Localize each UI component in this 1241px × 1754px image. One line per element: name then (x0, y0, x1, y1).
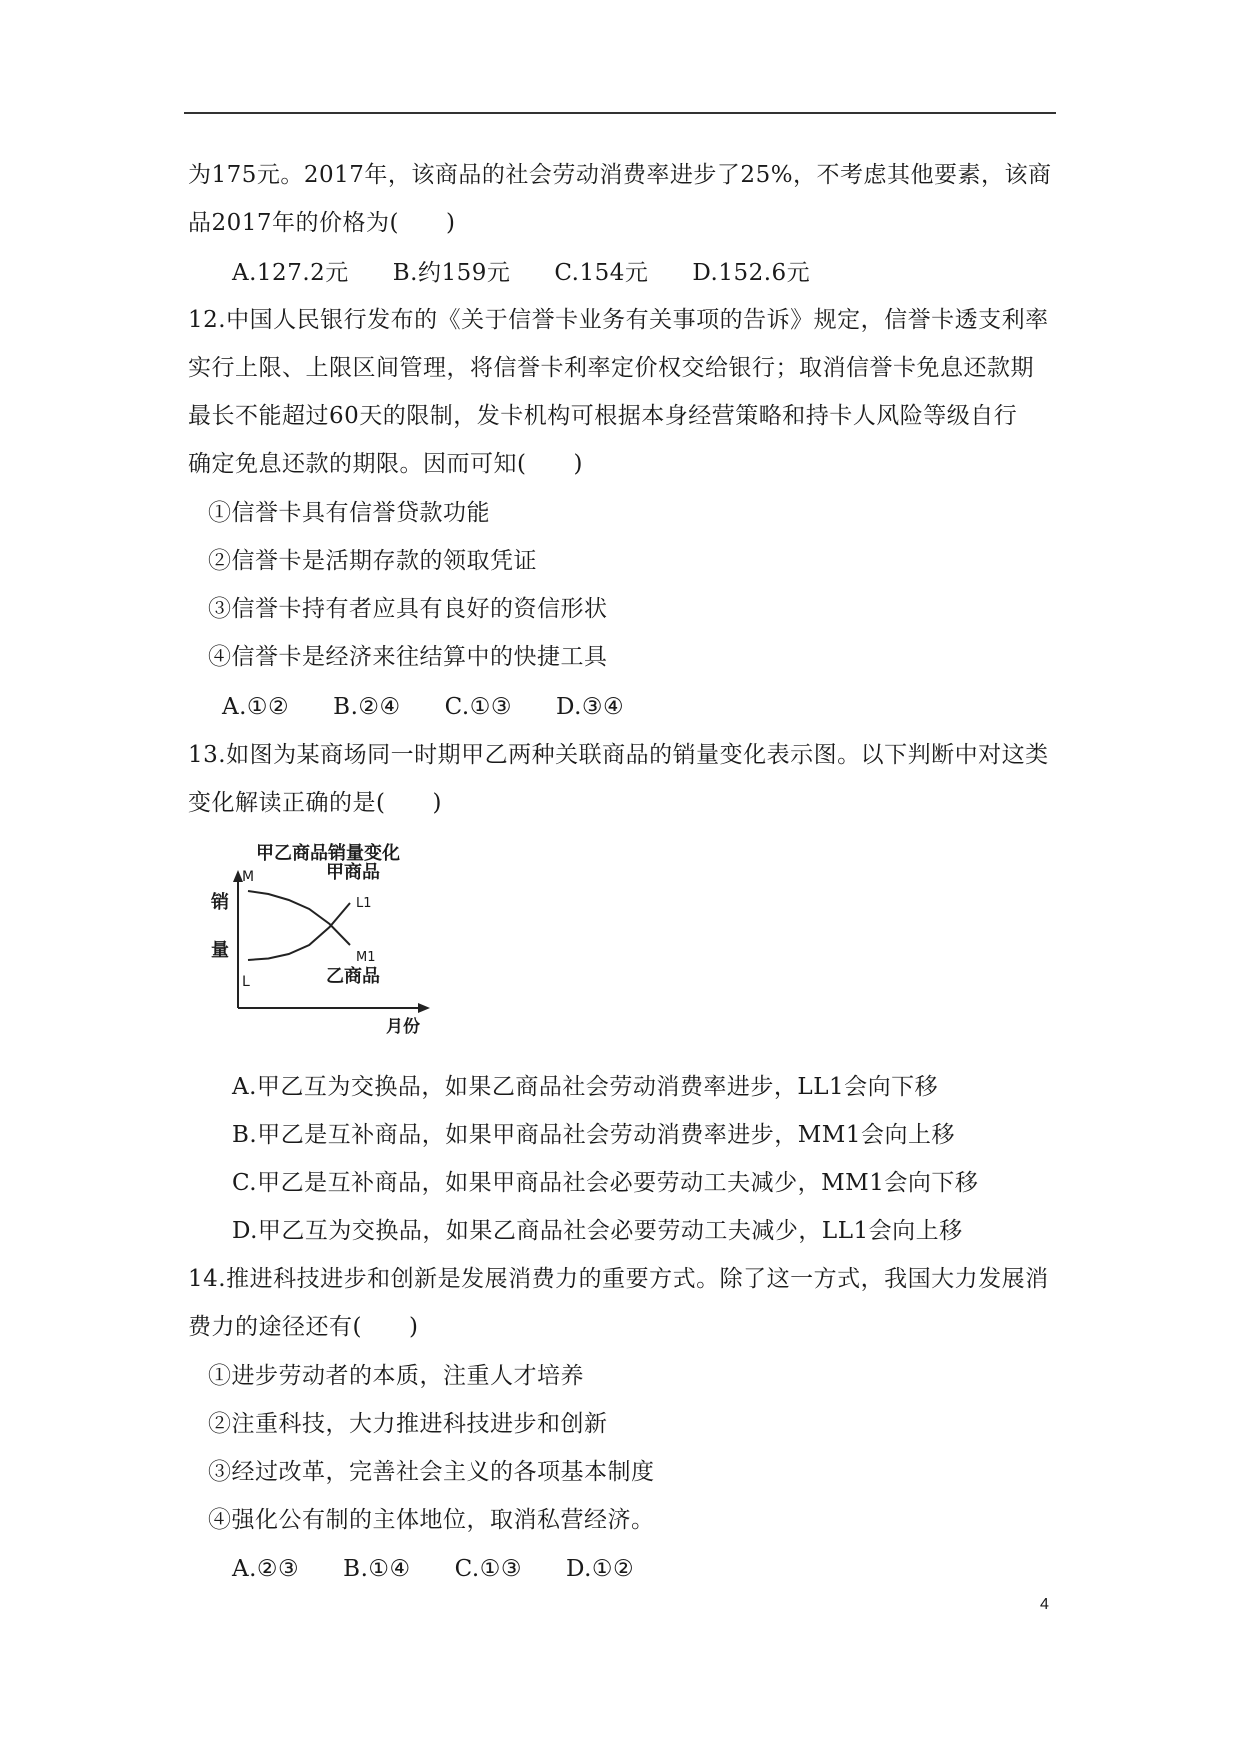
series-1-end-label: M1 (356, 950, 376, 965)
chart-title: 甲乙商品销量变化 (256, 843, 400, 864)
chart-ylabel-bottom: 量 (211, 940, 229, 961)
q13-option-b: B.甲乙是互补商品，如果甲商品社会劳动消费率进步，MM1会向上移 (232, 1122, 955, 1148)
q13-option-a: A.甲乙互为交换品，如果乙商品社会劳动消费率进步，LL1会向下移 (232, 1074, 939, 1100)
q12-options (222, 692, 668, 722)
q11-options (232, 258, 854, 288)
series-2-start-label: L (242, 974, 250, 990)
q13-line-2: 变化解读正确的是( ) (188, 790, 442, 816)
q12-option-d: D.③④ (555, 694, 625, 720)
series-line-2 (248, 903, 350, 960)
q14-option-d: D.①② (565, 1556, 635, 1582)
q11-line-1: 为175元。2017年，该商品的社会劳动消费率进步了25%，不考虑其他要素，该商 (188, 162, 1052, 188)
q11-option-a: A.127.2元 (232, 260, 349, 286)
series-2-end-label: L1 (356, 896, 372, 911)
q14-line-1: 14.推进科技进步和创新是发展消费力的重要方式。除了这一方式，我国大力发展消 (188, 1266, 1049, 1292)
q11-option-d: D.152.6元 (692, 260, 811, 286)
q14-statement-4: ④强化公有制的主体地位，取消私营经济。 (208, 1507, 655, 1533)
chart-ylabel-top: 销 (211, 892, 229, 913)
series-1-name: 甲商品 (326, 862, 380, 883)
series-2-name: 乙商品 (326, 966, 380, 987)
q11-line-2: 品2017年的价格为( ) (188, 210, 456, 236)
series-1-start-label: M (242, 869, 255, 885)
q12-statement-2: ②信誉卡是活期存款的领取凭证 (208, 548, 537, 574)
q12-line-3: 最长不能超过60天的限制，发卡机构可根据本身经营策略和持卡人风险等级自行 (188, 403, 1018, 429)
q14-line-2: 费力的途径还有( ) (188, 1314, 419, 1340)
q13-option-c: C.甲乙是互补商品，如果甲商品社会必要劳动工夫减少，MM1会向下移 (232, 1170, 979, 1196)
q11-option-b: B.约159元 (392, 260, 511, 286)
q12-option-c: C.①③ (444, 694, 512, 720)
q12-statement-1: ①信誉卡具有信誉贷款功能 (208, 500, 490, 526)
q12-option-b: B.②④ (333, 694, 401, 720)
series-line-1 (248, 891, 350, 945)
x-axis-arrow (418, 1003, 430, 1013)
q14-option-c: C.①③ (454, 1556, 522, 1582)
q14-statement-3: ③经过改革，完善社会主义的各项基本制度 (208, 1459, 655, 1485)
q12-option-a: A.①② (222, 694, 290, 720)
q14-option-b: B.①④ (343, 1556, 411, 1582)
q12-statement-3: ③信誉卡持有者应具有良好的资信形状 (208, 596, 608, 622)
q12-line-4: 确定免息还款的期限。因而可知( ) (188, 451, 583, 477)
page-number: 4 (1040, 1596, 1049, 1613)
q12-line-1: 12.中国人民银行发布的《关于信誉卡业务有关事项的告诉》规定，信誉卡透支利率 (188, 307, 1049, 333)
q14-statement-1: ①进步劳动者的本质，注重人才培养 (208, 1363, 584, 1389)
q12-line-2: 实行上限、上限区间管理，将信誉卡利率定价权交给银行；取消信誉卡免息还款期 (188, 355, 1034, 381)
q14-options (232, 1554, 678, 1584)
chart-xlabel: 月份 (386, 1017, 420, 1037)
header-rule (184, 112, 1056, 114)
sales-chart (208, 838, 448, 1038)
q12-statement-4: ④信誉卡是经济来往结算中的快捷工具 (208, 644, 608, 670)
q14-option-a: A.②③ (232, 1556, 300, 1582)
q13-option-d: D.甲乙互为交换品，如果乙商品社会必要劳动工夫减少，LL1会向上移 (232, 1218, 963, 1244)
q14-statement-2: ②注重科技，大力推进科技进步和创新 (208, 1411, 608, 1437)
q13-line-1: 13.如图为某商场同一时期甲乙两种关联商品的销量变化表示图。以下判断中对这类 (188, 742, 1049, 768)
q11-option-c: C.154元 (554, 260, 649, 286)
